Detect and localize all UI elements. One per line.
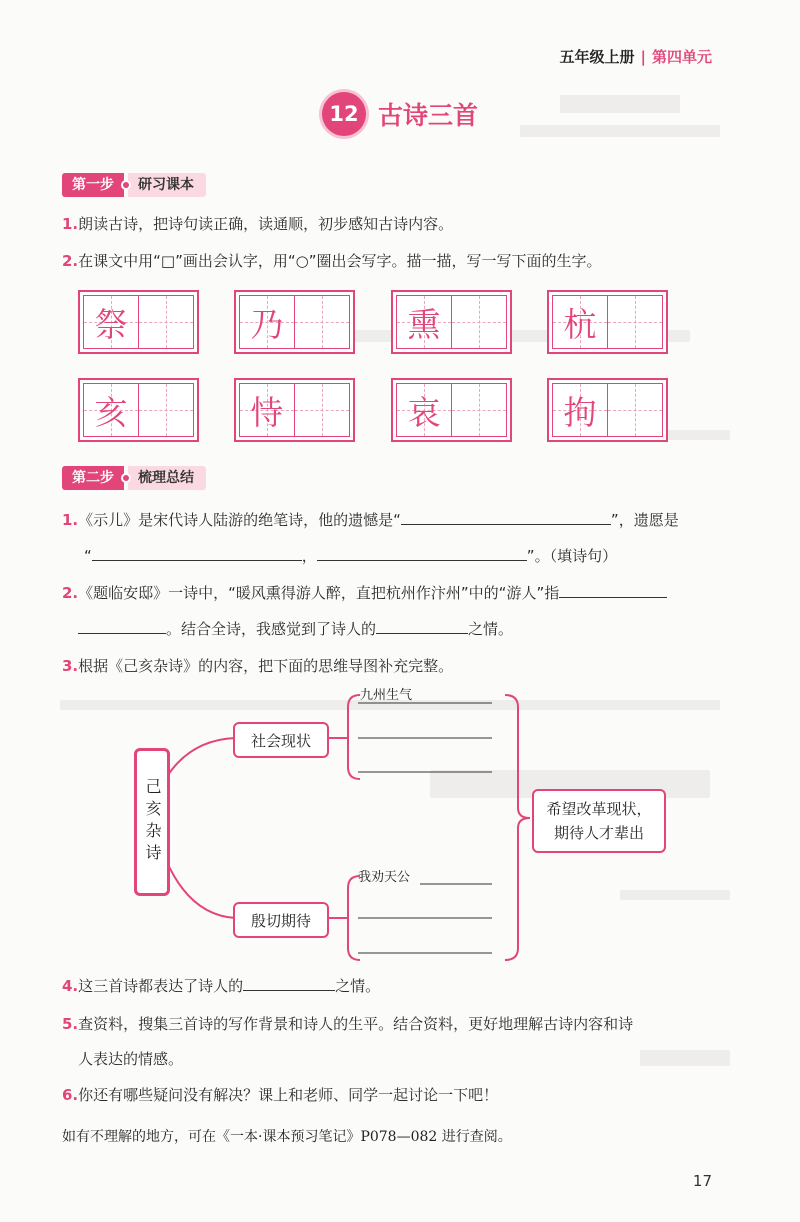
question-text: 。结合全诗，我感觉到了诗人的: [166, 620, 377, 638]
mindmap-root: [134, 748, 170, 896]
question-text: 根据《己亥杂诗》的内容，把下面的思维导图补充完整。: [78, 657, 454, 675]
question-text: 人表达的情感。: [78, 1050, 184, 1068]
lesson-number-badge: 12: [322, 92, 366, 136]
mindmap-answer-slot[interactable]: [358, 712, 492, 736]
question-number: 2.: [62, 252, 79, 270]
trace-character: 亥: [94, 392, 128, 432]
question-number: 2.: [62, 584, 79, 602]
trace-character: 祭: [94, 304, 128, 344]
question-2-5-line2: [78, 1048, 183, 1069]
question-text: 你还有哪些疑问没有解决？课上和老师、同学一起讨论一下吧！: [78, 1086, 499, 1104]
question-2-6: [62, 1084, 498, 1105]
step-dot-icon: [121, 473, 131, 483]
unit-label: 第四单元: [651, 48, 712, 66]
mindmap-root-label: 己亥杂诗: [143, 778, 162, 866]
question-number: 4.: [62, 977, 79, 995]
question-number: 1.: [62, 215, 79, 233]
question-text: 《示儿》是宋代诗人陆游的绝笔诗，他的遗憾是“: [78, 511, 401, 529]
conclusion-line: 期待人才辈出: [553, 824, 644, 842]
question-text: 《题临安邸》一诗中，“暖风熏得游人醉，直把杭州作汴州”中的“游人”指: [78, 584, 560, 602]
reference-note: 如有不理解的地方，可在《一本·课本预习笔记》P078—082 进行查阅。: [62, 1129, 512, 1145]
question-number: 1.: [62, 511, 79, 529]
question-number: 5.: [62, 1015, 79, 1033]
mindmap-branch-label: 社会现状: [250, 731, 311, 750]
mindmap-hint-woquan: 我劝天公: [358, 870, 411, 885]
question-2-5-line1: [62, 1013, 633, 1034]
question-text: “: [84, 547, 92, 565]
trace-character: 杭: [563, 304, 597, 344]
mindmap-answer-slot[interactable]: [358, 893, 492, 917]
question-text: 查资料，搜集三首诗的写作背景和诗人的生平。结合资料，更好地理解古诗内容和诗: [78, 1015, 634, 1033]
mindmap-branch-social: [233, 722, 329, 758]
conclusion-line: 希望改革现状，: [546, 800, 652, 818]
mindmap-conclusion: [532, 789, 666, 853]
mindmap-hint-jiuzhou: 九州生气: [360, 688, 413, 703]
lesson-title-text: 古诗三首: [377, 101, 478, 130]
trace-character: 恃: [250, 392, 284, 432]
step-tag: 第一步: [62, 173, 124, 197]
trace-character: 乃: [250, 304, 284, 344]
step-label: 研习课本: [128, 173, 206, 197]
question-text: ”，遗愿是: [610, 511, 679, 529]
question-text: 这三首诗都表达了诗人的: [78, 977, 244, 995]
question-2-4: [62, 975, 380, 996]
trace-character: 哀: [407, 392, 441, 432]
trace-character: 拘: [563, 392, 597, 432]
step-tag: 第二步: [62, 466, 124, 490]
mindmap-branch-expect: [233, 902, 329, 938]
mindmap-branch-label: 殷切期待: [250, 911, 311, 930]
page-number: 17: [692, 1172, 712, 1190]
question-number: 6.: [62, 1086, 79, 1104]
mindmap-answer-slot[interactable]: [358, 928, 492, 952]
question-text: 朗读古诗，把诗句读正确，读通顺，初步感知古诗内容。: [78, 215, 454, 233]
mindmap-answer-slot[interactable]: [358, 747, 492, 771]
step-label: 梳理总结: [128, 466, 206, 490]
question-text: 之情。: [468, 620, 514, 638]
question-text: 之情。: [335, 977, 381, 995]
header-separator: |: [640, 48, 646, 66]
question-text: ”。（填诗句）: [526, 547, 618, 565]
grade-label: 五年级上册: [559, 48, 635, 66]
question-text: 在课文中用“□”画出会认字，用“○”圈出会写字。描一描，写一写下面的生字。: [78, 252, 602, 270]
trace-character: 熏: [407, 304, 441, 344]
answer-blank[interactable]: [243, 976, 335, 991]
step-dot-icon: [121, 180, 131, 190]
question-number: 3.: [62, 657, 79, 675]
question-text: ，: [301, 547, 317, 565]
